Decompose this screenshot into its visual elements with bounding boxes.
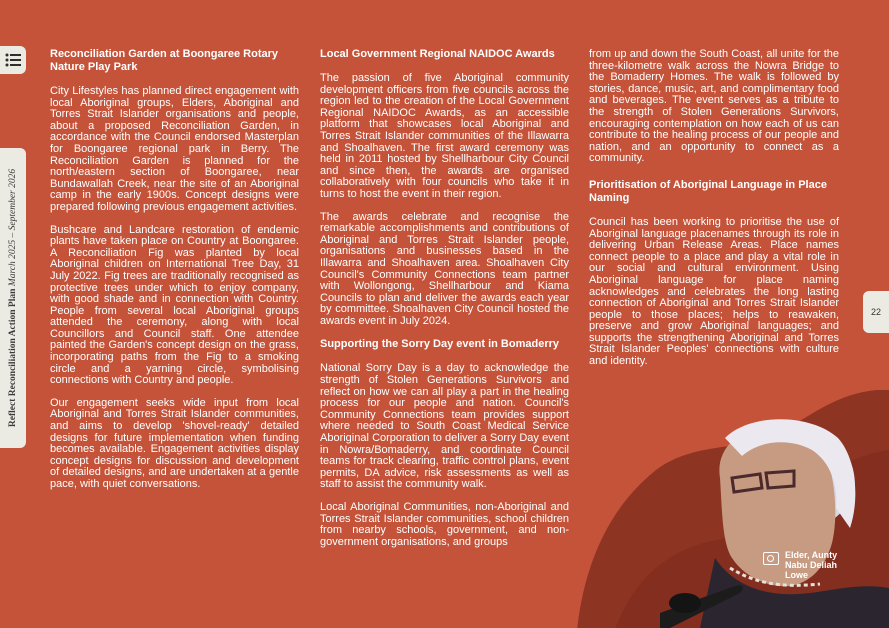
menu-icon [5,53,21,67]
section-heading-naidoc-awards: Local Government Regional NAIDOC Awards [320,48,555,60]
photo-caption [763,550,841,580]
paragraph: Our engagement seeks wide input from local Aboriginal and Torres Strait Islander communities, and aims to develop 'shovel-ready' detailed designs for future implementation when funding becomes available. Engagement activities display concept designs for discussion and development of detailed designs, and are undertaken at a gentle pace, with quiet conversations. [50,396,299,490]
document-title-vertical [8,169,18,427]
elder-portrait-image [660,408,889,628]
section-heading-sorry-day: Supporting the Sorry Day event in Bomaderry [320,338,559,351]
camera-icon [763,552,779,565]
section-heading-reconciliation-garden: Reconciliation Garden at Boongaree Rotary Nature Play Park [50,48,278,73]
caption-text: Elder, Aunty Nabu Deliah Lowe [785,550,838,580]
paragraph: National Sorry Day is a day to acknowledge the strength of Stolen Generations Survivors and reflect on how we can all play a part in the healing process for our people and nation. Council's Community Connections team provides support where needed to South Coast Medical Service Aboriginal Corporation to deliver a Sorry Day event in Nowra/Bomaderry, and coordinate Council teams for track clearing, traffic control plans, event permits, DA advice, risk assessments as well as staff to assist the community walk. [320,362,569,491]
paragraph: Local Aboriginal Communities, non-Aboriginal and Torres Strait Islander communities, school children from nearby schools, government, and non-government organisations, and groups [320,501,569,548]
middle-column [320,48,569,559]
paragraph: The awards celebrate and recognise the remarkable accomplishments and contributions of Aboriginal and Torres Strait Islander people, organisations and businesses based in the Illawarra and Shoalhaven area. Shoalhaven City Council's Community Connections team partner with Wollongong, Shellharbour and Kiama Councils to plan and deliver the awards each year by committee. Shoalhaven City Council hosted the awards event in July 2024. [320,210,569,327]
page-number: 22 [870,307,881,317]
paragraph: City Lifestyles has planned direct engagement with local Aboriginal groups, Elders, Aboriginal and Torres Strait Islander organisations and people, about a proposed Reconciliation Garden, in accordance with the Council endorsed Masterplan for Boongaree regional park in Berry. The Reconciliation Garden is planned for the north/eastern section of Boongaree, near Bundawallah Creek, near the site of an Aboriginal camp in the early 1900s. Concept designs were prepared following previous engagement activities. [50,85,299,213]
doc-dates: March 2025 – September 2026 [8,168,18,287]
right-column [589,49,839,379]
paragraph: from up and down the South Coast, all unite for the three-kilometre walk across the Nowra Bridge to the Bomaderry Homes. The walk is followed by stories, dance, music, art, and complimentary food and beverages. The event serves as a tribute to the strength of Stolen Generations Survivors, encouraging contemplation on how each of us can contribute to the healing process of our people and nation, and an opportunity to connect as a community. [589,48,839,165]
section-heading-language-place-naming: Prioritisation of Aboriginal Language in Place Naming [589,178,827,204]
menu-button[interactable] [0,46,26,74]
left-column [50,48,299,502]
doc-title: Reflect Reconciliation Action Plan [8,288,18,428]
paragraph: Bushcare and Landcare restoration of endemic plants have taken place on Country at Boongaree. A Reconciliation Fig was planted by local Aboriginal children on International Tree Day, 31 July 2022. Fig trees are traditionally recognised as protective trees under which to enjoy company, with good shade and in connection with Country. People from several local Aboriginal groups attended the ceremony, along with local Councillors and Council staff. One attendee painted the Garden's concept design on the grass, incorporating paths from the Fig to a smoking circle and a yarning circle, symbolising connections with Country and people. [50,223,299,387]
paragraph: Council has been working to prioritise the use of Aboriginal language placenames through its role in delivering Urban Release Areas. Place names connect people to a place and play a vital role in our social and cultural environment. Using Aboriginal language for place naming acknowledges and celebrates the long lasting connection of Aboriginal and Torres Strait Islander people to those places; helps to reawaken, preserve and grow Aboriginal languages; and supports the strengthening Aboriginal and Torres Strait Islander Peoples' connections with culture and identity. [589,215,839,368]
page-number-tab [863,291,889,333]
paragraph: The passion of five Aboriginal community development officers from five councils across the region led to the creation of the Local Government Regional NAIDOC Awards, as an accessible platform that showcases local Aboriginal and Torres Strait Islander communities of the Illawarra and Shoalhaven. The first award ceremony was held in 2011 hosted by Shellharbour City Council and since then, the awards are organised collaboratively with four councils who take it in turns to host the event in their region. [320,72,569,200]
